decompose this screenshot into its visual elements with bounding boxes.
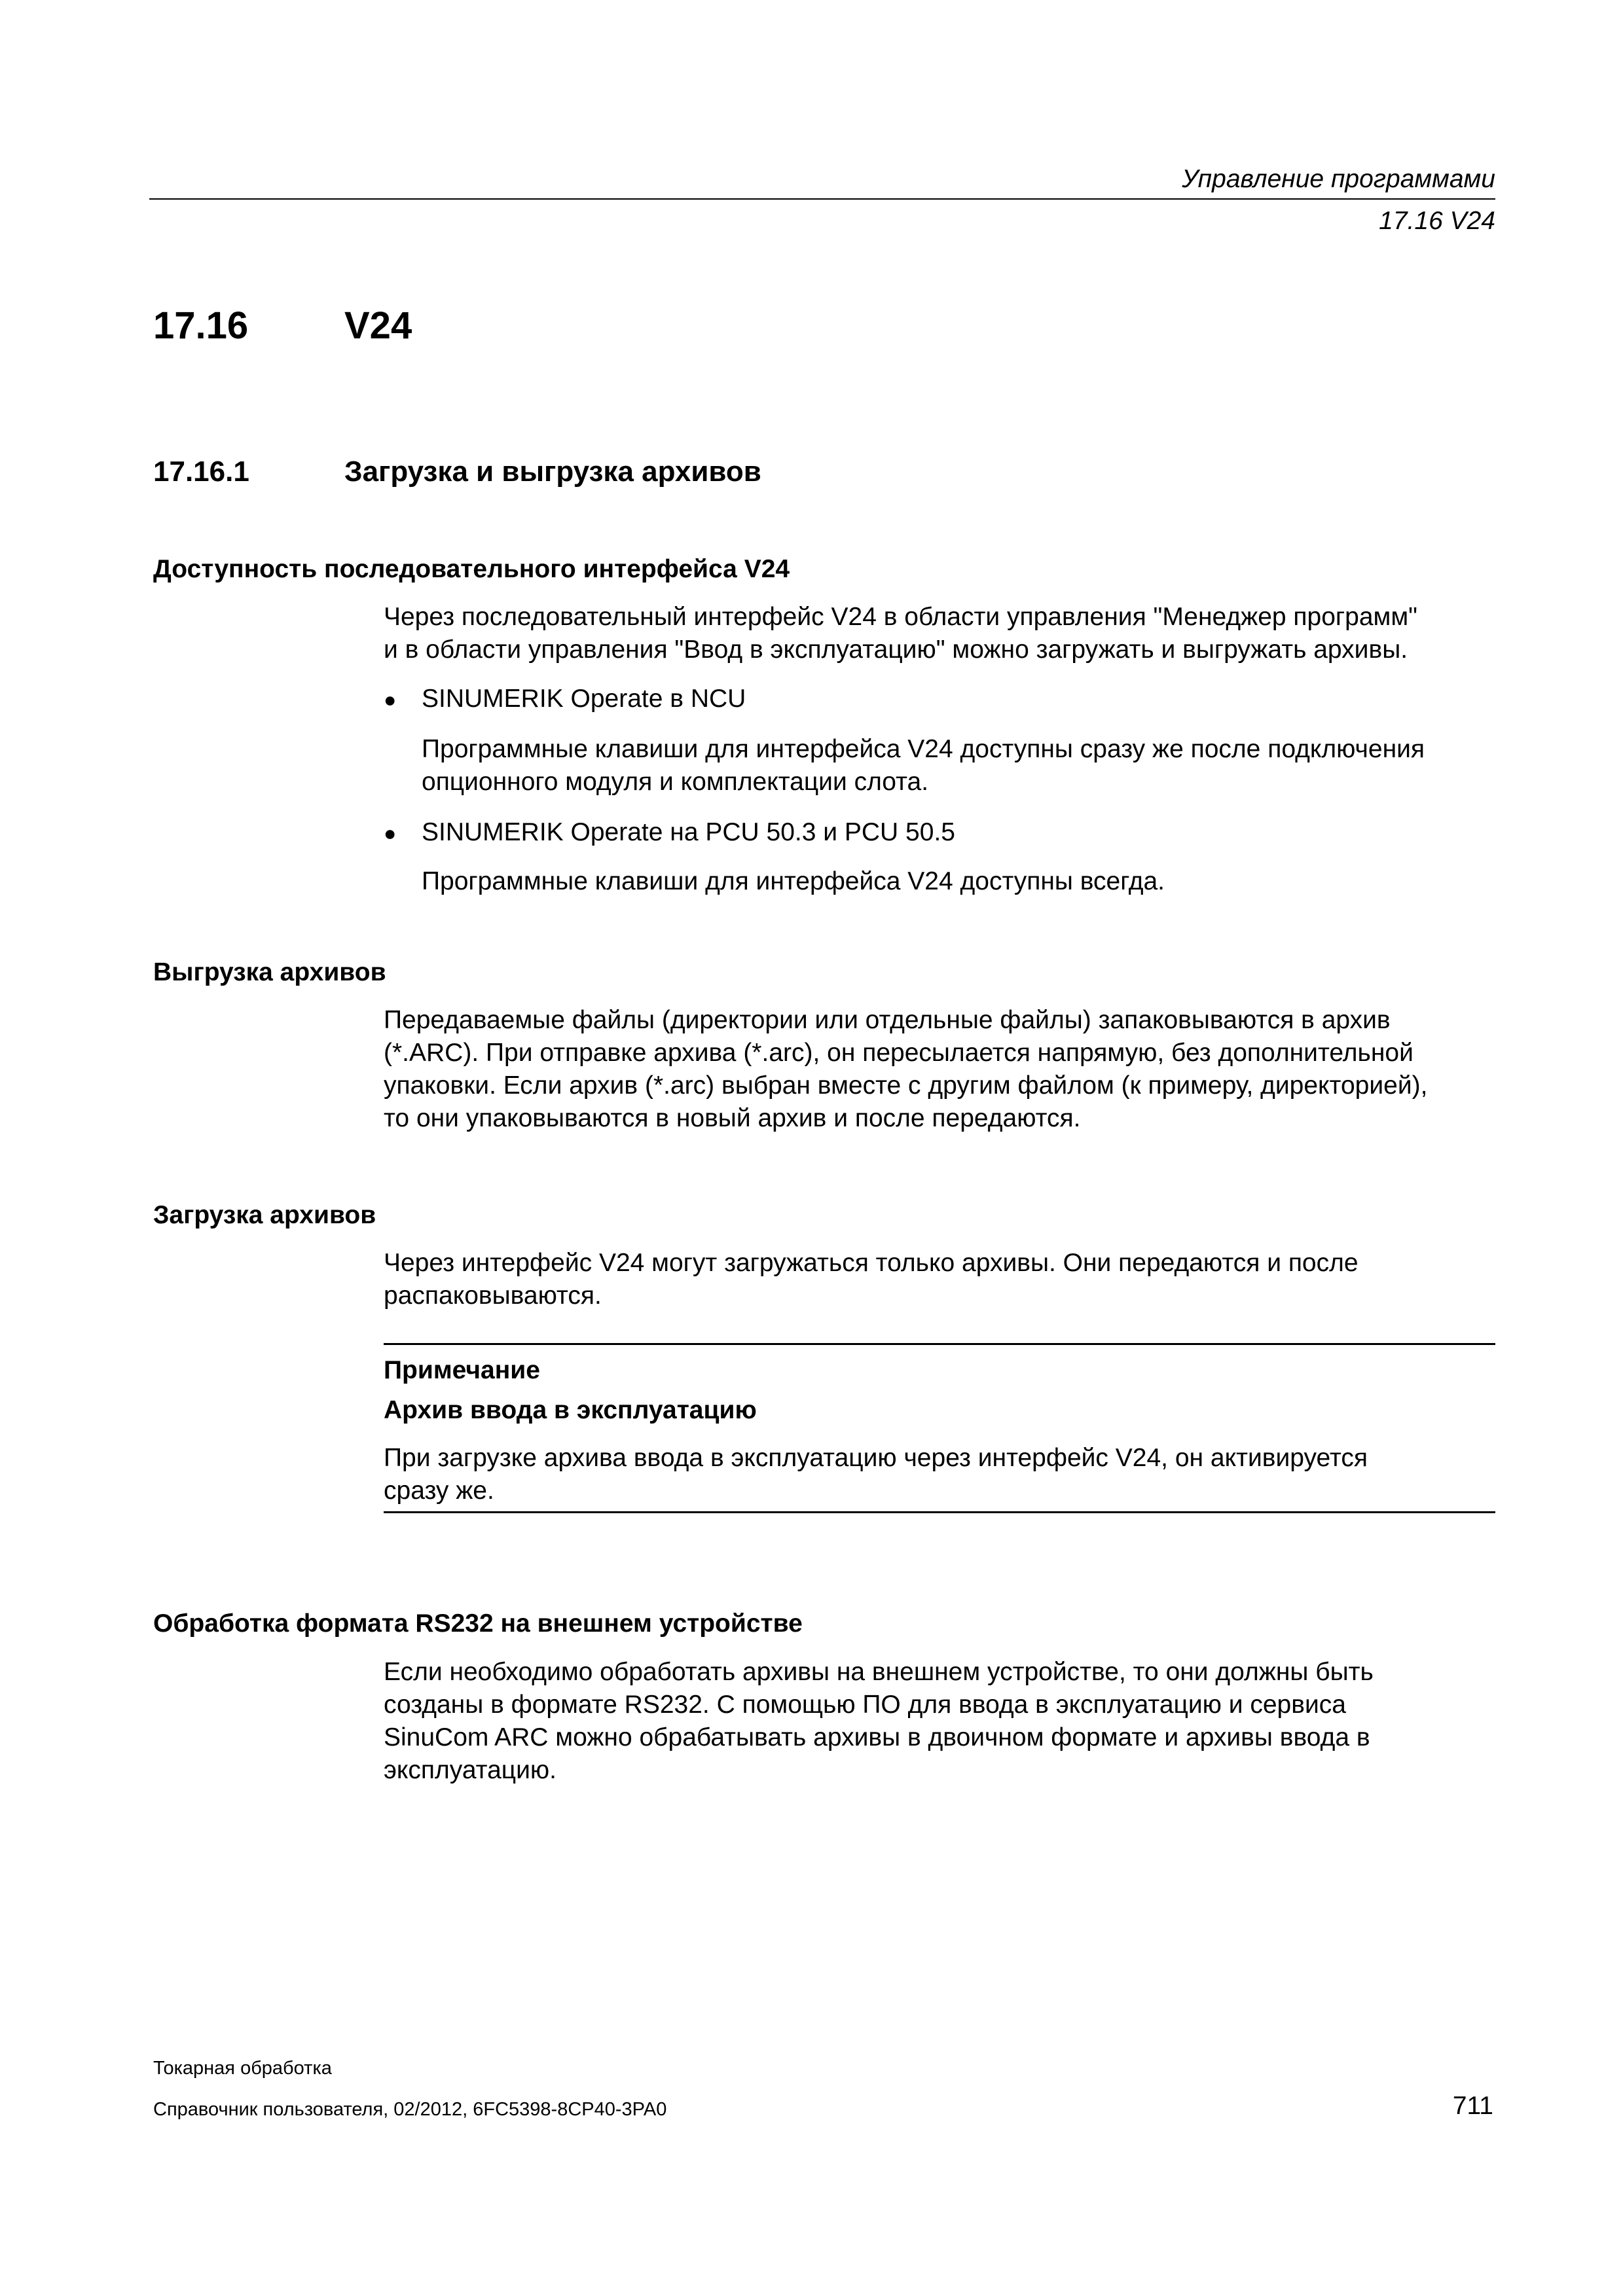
import-heading: Загрузка архивов	[153, 1201, 376, 1229]
note-top-rule	[384, 1343, 1495, 1345]
bullet-marker: ●	[384, 821, 397, 845]
section-title: V24	[344, 304, 412, 347]
footer-manual: Справочник пользователя, 02/2012, 6FC5398-8CP40-3PA0	[153, 2099, 667, 2120]
bullet-description	[422, 733, 1495, 798]
text-line: Если необходимо обработать архивы на внешнем устройстве, то они должны быть	[384, 1658, 1374, 1686]
text-line: сразу же.	[384, 1477, 494, 1505]
page-number: 711	[1452, 2092, 1493, 2120]
note-title: Архив ввода в эксплуатацию	[384, 1396, 757, 1424]
section-number: 17.16	[153, 304, 249, 347]
bullet-marker: ●	[384, 688, 397, 711]
text-line: то они упаковываются в новый архив и после передаются.	[384, 1104, 1081, 1132]
availability-heading: Доступность последовательного интерфейса V24	[153, 555, 790, 583]
text-line: и в области управления "Ввод в эксплуатацию" можно загружать и выгружать архивы.	[384, 636, 1408, 664]
subsection-title: Загрузка и выгрузка архивов	[344, 456, 761, 488]
availability-intro	[384, 601, 1497, 666]
export-paragraph	[384, 1004, 1497, 1135]
text-line: (*.ARC). При отправке архива (*.arc), он пересылается напрямую, без дополнительной	[384, 1039, 1413, 1067]
footer-product: Токарная обработка	[153, 2058, 332, 2079]
text-line: При загрузке архива ввода в эксплуатацию через интерфейс V24, он активируется	[384, 1444, 1368, 1472]
text-line: Через последовательный интерфейс V24 в области управления "Менеджер программ"	[384, 603, 1417, 631]
text-line: упаковки. Если архив (*.arc) выбран вместе с другим файлом (к примеру, директорией),	[384, 1071, 1428, 1100]
note-label: Примечание	[384, 1356, 540, 1384]
text-line: Передаваемые файлы (директории или отдельные файлы) запаковываются в архив	[384, 1006, 1391, 1034]
rs232-paragraph	[384, 1656, 1497, 1787]
bullet-label: SINUMERIK Operate в NCU	[422, 685, 746, 713]
bullet-description	[422, 865, 1495, 898]
text-line: Через интерфейс V24 могут загружаться только архивы. Они передаются и после	[384, 1249, 1359, 1277]
subsection-number: 17.16.1	[153, 456, 249, 488]
text-line: распаковываются.	[384, 1282, 602, 1310]
import-paragraph	[384, 1247, 1497, 1312]
text-line: эксплуатацию.	[384, 1756, 556, 1784]
header-rule	[149, 198, 1495, 200]
rs232-heading: Обработка формата RS232 на внешнем устройстве	[153, 1609, 803, 1638]
text-line: SinuCom ARC можно обрабатывать архивы в двоичном формате и архивы ввода в	[384, 1723, 1370, 1751]
text-line: опционного модуля и комплектации слота.	[422, 768, 929, 796]
text-line: созданы в формате RS232. С помощью ПО для ввода в эксплуатацию и сервиса	[384, 1691, 1346, 1719]
note-bottom-rule	[384, 1511, 1495, 1513]
bullet-label: SINUMERIK Operate на PCU 50.3 и PCU 50.5	[422, 818, 955, 846]
running-header-chapter: Управление программами	[1182, 165, 1495, 193]
note-text	[384, 1442, 1497, 1507]
text-line: Программные клавиши для интерфейса V24 доступны сразу же после подключения	[422, 735, 1425, 763]
text-line: Программные клавиши для интерфейса V24 доступны всегда.	[422, 867, 1165, 895]
running-header-section: 17.16 V24	[1379, 207, 1495, 235]
export-heading: Выгрузка архивов	[153, 958, 386, 986]
